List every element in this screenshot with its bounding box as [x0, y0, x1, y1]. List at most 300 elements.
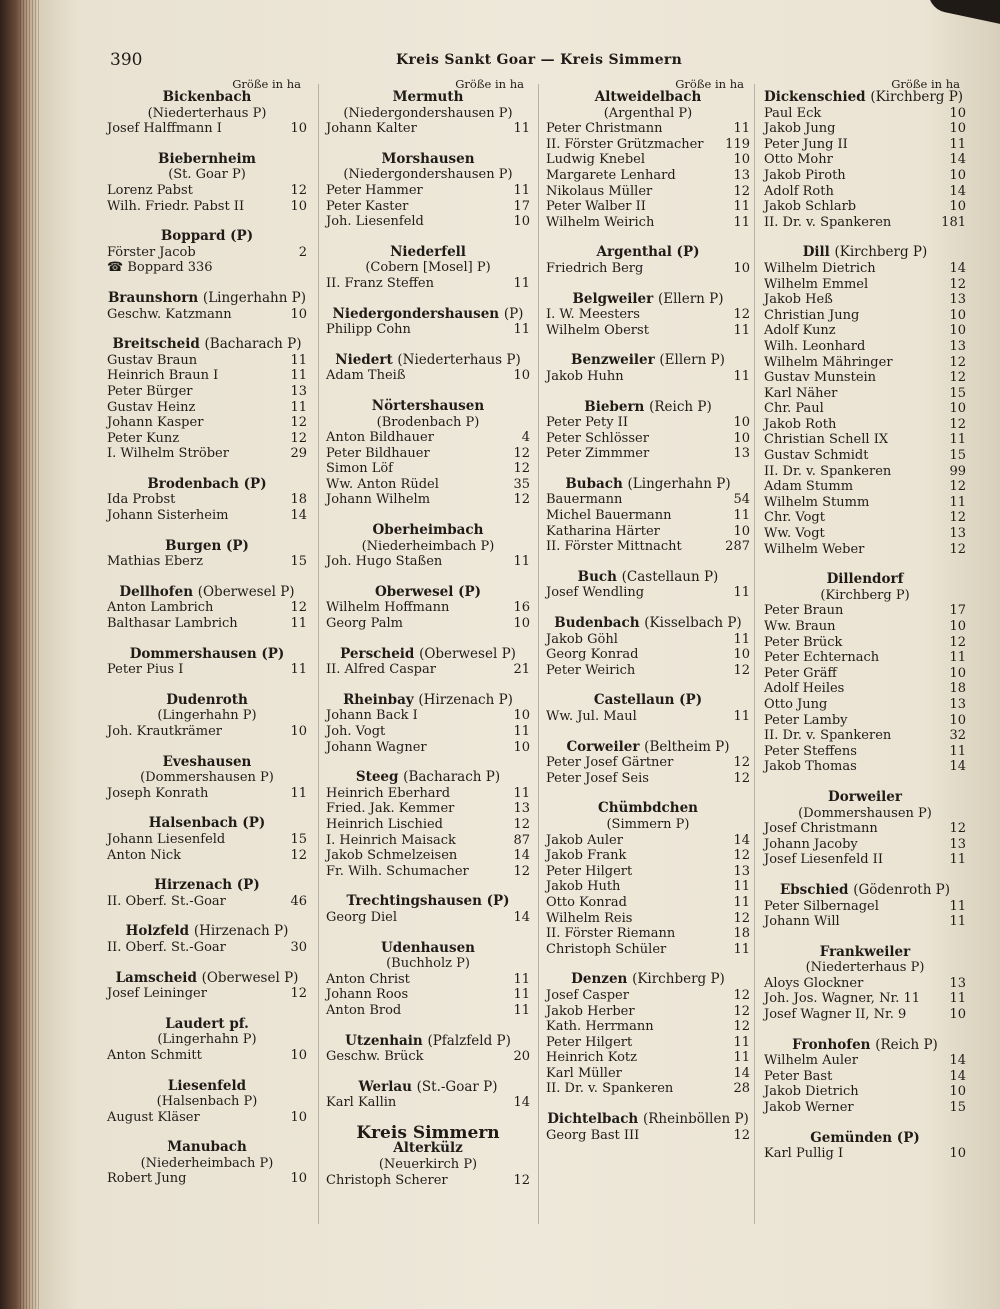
place-entry: [107, 1140, 307, 1187]
post-office: (Ellern P): [659, 352, 725, 369]
area-ha: 11: [949, 432, 966, 448]
post-office: (Halsenbach P): [156, 1094, 258, 1110]
owner-name: Adolf Roth: [764, 183, 834, 199]
owner-row: [546, 184, 750, 200]
area-ha: 18: [733, 926, 750, 942]
area-ha: 11: [733, 1034, 750, 1050]
place-name: [326, 1080, 530, 1096]
place-name: [546, 972, 750, 988]
area-ha: 10: [733, 523, 750, 539]
place-title: Morshausen: [381, 150, 475, 167]
owner-name: Ludwig Knebel: [546, 152, 646, 168]
owner-name: Christian Schell IX: [764, 432, 889, 448]
place-entry: [326, 1141, 530, 1188]
place-title: Utzenhain: [345, 1032, 423, 1049]
area-ha: 12: [733, 662, 750, 678]
column-divider: [538, 84, 539, 1224]
post-office: (Bacharach P): [403, 769, 501, 786]
owner-row: [764, 510, 966, 526]
place-name: [107, 539, 307, 555]
owner-row: [546, 215, 750, 231]
area-ha: 4: [521, 430, 530, 446]
area-ha: 10: [949, 307, 966, 323]
owner-row: [107, 199, 307, 215]
owner-row: [546, 446, 750, 462]
owner-name: Georg Konrad: [546, 647, 639, 663]
owner-row: [546, 369, 750, 385]
area-ha: 13: [733, 446, 750, 462]
owner-row: [764, 323, 966, 339]
owner-row: [326, 708, 530, 724]
owner-name: Johann Sisterheim: [107, 508, 229, 524]
owner-row: [326, 972, 530, 988]
area-ha: 35: [513, 476, 530, 492]
area-ha: 11: [733, 214, 750, 230]
area-ha: 12: [513, 1172, 530, 1188]
page-corner-shadow: [925, 0, 1000, 31]
area-ha: 10: [949, 712, 966, 728]
owner-name: Jakob Thomas: [764, 759, 857, 775]
owner-name: Adam Stumm: [764, 479, 854, 495]
area-ha: 14: [949, 1068, 966, 1084]
area-ha: 12: [733, 307, 750, 323]
owner-name: Anton Christ: [326, 971, 410, 987]
place-name: [107, 90, 307, 106]
place-title: Lamscheid: [115, 969, 197, 986]
owner-row: [546, 1004, 750, 1020]
post-office: (Lingerhahn P): [157, 708, 257, 724]
owner-row: [546, 1050, 750, 1066]
place-entry: [764, 1038, 966, 1116]
place-entry: [764, 90, 966, 230]
owner-row: [326, 786, 530, 802]
place-title: Holzfeld: [125, 923, 190, 940]
owner-name: Fried. Jak. Kemmer: [326, 801, 455, 817]
area-ha: 11: [513, 322, 530, 338]
owner-row: [326, 864, 530, 880]
area-ha: 11: [733, 368, 750, 384]
place-entry: [326, 353, 530, 384]
place-name: [107, 1140, 307, 1156]
owner-name: Peter Jung II: [764, 136, 848, 152]
area-ha: 10: [949, 105, 966, 121]
owner-row: [326, 616, 530, 632]
area-ha: 12: [513, 816, 530, 832]
owner-name: Jakob Jung: [764, 121, 836, 137]
place-name: [764, 90, 966, 106]
owner-row: [546, 911, 750, 927]
post-office: (Simmern P): [606, 816, 690, 832]
post-office: (Kirchberg P): [820, 587, 910, 603]
area-ha: 12: [513, 445, 530, 461]
owner-row: [546, 895, 750, 911]
place-title: Dichtelbach: [547, 1111, 639, 1128]
owner-row: [326, 1173, 530, 1189]
area-ha: 12: [513, 492, 530, 508]
owner-name: II. Dr. v. Spankeren: [764, 728, 892, 744]
place-title: Dommershausen (P): [129, 645, 285, 662]
size-column-header: Größe in ha: [232, 77, 301, 91]
place-name: [107, 477, 307, 493]
place-name: [326, 353, 530, 369]
area-ha: 10: [949, 1084, 966, 1100]
owner-row: [764, 899, 966, 915]
owner-name: Ww. Anton Rüdel: [326, 476, 439, 492]
area-ha: 10: [949, 665, 966, 681]
place-name: [326, 152, 530, 168]
owner-row: [326, 199, 530, 215]
owner-row: [107, 245, 307, 261]
area-ha: 10: [513, 708, 530, 724]
owner-name: I. W. Meesters: [546, 307, 640, 323]
owner-name: Kath. Herrmann: [546, 1019, 654, 1035]
area-ha: 14: [290, 508, 307, 524]
area-ha: 12: [949, 821, 966, 837]
area-ha: 13: [733, 167, 750, 183]
area-ha: 12: [949, 510, 966, 526]
owner-row: [764, 184, 966, 200]
place-entry: [326, 1034, 530, 1065]
owner-row: [326, 554, 530, 570]
post-office: (Oberwesel P): [197, 583, 295, 600]
place-name: [326, 585, 530, 601]
place-name: [764, 790, 966, 806]
owner-name: Joh. Hugo Staßen: [326, 554, 443, 570]
area-ha: 287: [725, 539, 750, 555]
owner-name: Heinrich Eberhard: [326, 785, 451, 801]
owner-name: Wilhelm Emmel: [764, 276, 869, 292]
area-ha: 10: [949, 121, 966, 137]
owner-row: [764, 152, 966, 168]
owner-row: [107, 1048, 307, 1064]
post-office: (Niederheimbach P): [140, 1155, 274, 1171]
place-entry: [326, 1080, 530, 1111]
owner-name: Wilh. Leonhard: [764, 338, 866, 354]
place-name: [546, 740, 750, 756]
place-name: [764, 572, 966, 588]
owner-name: Peter Echternach: [764, 650, 880, 666]
place-title: Denzen: [571, 971, 628, 988]
place-entry: [107, 755, 307, 802]
area-ha: 14: [949, 260, 966, 276]
area-ha: 11: [733, 121, 750, 137]
owner-name: II. Alfred Caspar: [326, 662, 436, 678]
place-entry: [107, 693, 307, 740]
place-name: [107, 924, 307, 940]
place-title: Nörtershausen: [371, 397, 485, 414]
area-ha: 30: [290, 939, 307, 955]
place-title: Breitscheid: [112, 336, 200, 353]
place-name: [546, 90, 750, 106]
area-ha: 18: [290, 492, 307, 508]
area-ha: 14: [949, 183, 966, 199]
place-entry: [764, 790, 966, 868]
owner-name: Peter Hilgert: [546, 863, 633, 879]
place-name: [546, 1112, 750, 1128]
column-3: [546, 78, 750, 1158]
owner-name: Jakob Auler: [546, 832, 623, 848]
place-entry: [107, 291, 307, 322]
place-title: Buch: [577, 568, 617, 585]
area-ha: 14: [513, 1095, 530, 1111]
owner-name: Jakob Frank: [546, 848, 627, 864]
owner-row: [326, 662, 530, 678]
post-office: (Niederterhaus P): [397, 351, 521, 368]
area-ha: 11: [290, 352, 307, 368]
owner-row: [546, 508, 750, 524]
place-entry: [764, 572, 966, 775]
owner-name: Josef Wendling: [546, 585, 645, 601]
place-title: Frankweiler: [819, 943, 911, 960]
owner-row: [764, 728, 966, 744]
area-ha: 15: [290, 554, 307, 570]
owner-name: Christian Jung: [764, 307, 860, 323]
owner-row: [764, 308, 966, 324]
owner-row: [326, 461, 530, 477]
owner-name: II. Förster Riemann: [546, 926, 676, 942]
owner-row: [546, 1128, 750, 1144]
area-ha: 28: [733, 1081, 750, 1097]
place-title: Steeg: [355, 769, 399, 786]
owner-name: Peter Zimmmer: [546, 446, 650, 462]
place-entry: [326, 770, 530, 879]
owner-row: [764, 432, 966, 448]
place-title: Dillendorf: [826, 571, 904, 588]
owner-name: Georg Bast III: [546, 1127, 640, 1143]
area-ha: 14: [513, 848, 530, 864]
column-4: [764, 78, 966, 1177]
owner-name: Philipp Cohn: [326, 322, 411, 338]
owner-row: [764, 121, 966, 137]
area-ha: 14: [733, 1065, 750, 1081]
owner-row: [764, 681, 966, 697]
place-title: Niedert: [335, 351, 393, 368]
place-title: Ebschied: [779, 881, 849, 898]
owner-row: [546, 121, 750, 137]
place-entry: [107, 1079, 307, 1126]
place-title: Braunshorn: [107, 289, 199, 306]
area-ha: 12: [733, 183, 750, 199]
owner-row: [107, 307, 307, 323]
place-entry: [107, 816, 307, 863]
place-name: [326, 770, 530, 786]
place-title: Oberwesel (P): [374, 583, 482, 600]
owner-name: Jakob Huhn: [546, 368, 624, 384]
area-ha: 11: [949, 898, 966, 914]
area-ha: 12: [949, 541, 966, 557]
owner-name: Jakob Roth: [764, 416, 837, 432]
owner-name: Georg Diel: [326, 909, 398, 925]
place-name: [326, 307, 530, 323]
owner-row: [107, 508, 307, 524]
owner-row: [764, 914, 966, 930]
owner-row: [546, 307, 750, 323]
owner-row: [107, 384, 307, 400]
area-ha: 11: [949, 852, 966, 868]
owner-row: [764, 697, 966, 713]
owner-row: [107, 368, 307, 384]
district-heading: Kreis Simmern: [356, 1122, 500, 1143]
owner-row: [546, 585, 750, 601]
place-title: Boppard (P): [160, 228, 254, 245]
post-office: (Bacharach P): [204, 336, 302, 353]
owner-name: Georg Palm: [326, 616, 403, 632]
owner-name: II. Oberf. St.-Goar: [107, 939, 226, 955]
owner-row: [764, 650, 966, 666]
place-title: Biebern: [584, 398, 645, 415]
place-entry: [546, 245, 750, 276]
owner-name: Nikolaus Müller: [546, 183, 653, 199]
owner-name: Margarete Lenhard: [546, 167, 676, 183]
area-ha: 87: [513, 832, 530, 848]
owner-row: [107, 446, 307, 462]
post-office: (St. Goar P): [168, 167, 246, 183]
owner-name: Peter Pius I: [107, 662, 184, 678]
place-name: [326, 647, 530, 663]
post-office: (Lingerhahn P): [157, 1032, 257, 1048]
place-entry: [107, 924, 307, 955]
owner-row: [764, 339, 966, 355]
post-office: (Rheinböllen P): [642, 1111, 749, 1128]
place-title: Alterkülz: [393, 1140, 463, 1157]
owner-row: [764, 744, 966, 760]
owner-row: [107, 1110, 307, 1126]
owner-name: Jakob Herber: [546, 1003, 635, 1019]
post-office: (Buchholz P): [386, 956, 470, 972]
owner-name: Johann Wilhelm: [326, 492, 431, 508]
owner-row: [764, 526, 966, 542]
owner-name: Jakob Göhl: [546, 631, 618, 647]
owner-row: [546, 833, 750, 849]
owner-name: Fr. Wilh. Schumacher: [326, 863, 469, 879]
owner-row: [107, 183, 307, 199]
page-header: [40, 48, 1000, 72]
owner-row: [107, 848, 307, 864]
owner-row: [107, 894, 307, 910]
post-office: (P): [503, 305, 524, 322]
owner-name: Peter Silbernagel: [764, 898, 879, 914]
place-name: [326, 1141, 530, 1157]
owner-row: [546, 1066, 750, 1082]
area-ha: 11: [733, 941, 750, 957]
area-ha: 11: [949, 494, 966, 510]
column-divider: [754, 84, 755, 1224]
place-name: [107, 971, 307, 987]
owner-name: Adolf Heiles: [764, 681, 845, 697]
post-office: (Oberwesel P): [201, 969, 299, 986]
place-title: Gemünden (P): [810, 1129, 920, 1146]
place-title: Dudenroth: [166, 691, 248, 708]
area-ha: 12: [949, 479, 966, 495]
area-ha: 12: [949, 416, 966, 432]
owner-name: Jakob Werner: [764, 1100, 854, 1116]
owner-row: [764, 635, 966, 651]
owner-row: [764, 1146, 966, 1162]
place-title: Perscheid: [340, 645, 415, 662]
place-title: Manubach: [167, 1139, 247, 1156]
owner-name: II. Oberf. St.-Goar: [107, 893, 226, 909]
place-title: Niedergondershausen: [332, 305, 500, 322]
place-name: [107, 647, 307, 663]
owner-row: [764, 852, 966, 868]
post-office: (St.-Goar P): [416, 1078, 498, 1095]
area-ha: 10: [949, 167, 966, 183]
owner-row: [764, 1053, 966, 1069]
owner-row: [326, 1049, 530, 1065]
owner-row: [764, 1007, 966, 1023]
owner-row: [764, 1069, 966, 1085]
place-entry: [107, 539, 307, 570]
area-ha: 11: [290, 662, 307, 678]
column-divider: [318, 84, 319, 1224]
owner-row: [326, 214, 530, 230]
place-name: [546, 616, 750, 632]
area-ha: 119: [725, 136, 750, 152]
owner-row: [546, 709, 750, 725]
owner-name: Joseph Konrath: [107, 785, 209, 801]
place-name: [107, 337, 307, 353]
area-ha: 14: [513, 909, 530, 925]
area-ha: 12: [513, 863, 530, 879]
owner-row: [326, 121, 530, 137]
place-entry: [546, 1112, 750, 1143]
area-ha: 2: [298, 244, 307, 260]
place-title: Biebernheim: [158, 150, 256, 167]
owner-row: [546, 926, 750, 942]
post-office: (Cobern [Mosel] P): [365, 260, 491, 276]
area-ha: 11: [513, 182, 530, 198]
owner-name: Peter Bürger: [107, 383, 193, 399]
place-name: [326, 90, 530, 106]
place-entry: [326, 647, 530, 678]
area-ha: 10: [949, 1146, 966, 1162]
owner-row: [107, 600, 307, 616]
place-entry: [546, 90, 750, 230]
owner-row: [326, 600, 530, 616]
post-office: (Castellaun P): [621, 568, 719, 585]
post-office: (Dommershausen P): [798, 805, 932, 821]
place-name: [546, 292, 750, 308]
area-ha: 13: [513, 801, 530, 817]
area-ha: 10: [513, 616, 530, 632]
owner-name: Peter Bast: [764, 1068, 833, 1084]
area-ha: 13: [949, 975, 966, 991]
post-office: (Gödenroth P): [853, 881, 951, 898]
owner-row: [764, 837, 966, 853]
area-ha: 15: [949, 448, 966, 464]
place-name: [764, 245, 966, 261]
place-entry: [546, 972, 750, 1097]
area-ha: 12: [949, 276, 966, 292]
owner-name: Peter Hammer: [326, 182, 423, 198]
owner-name: Ww. Jul. Maul: [546, 709, 637, 724]
place-entry: [764, 883, 966, 930]
owner-row: [764, 479, 966, 495]
area-ha: 12: [733, 987, 750, 1003]
place-entry: [546, 801, 750, 957]
owner-row: [546, 663, 750, 679]
owner-row: [326, 801, 530, 817]
area-ha: 11: [733, 1050, 750, 1066]
area-ha: 16: [513, 600, 530, 616]
owner-name: Wilhelm Weirich: [546, 214, 655, 230]
owner-name: Robert Jung: [107, 1171, 187, 1187]
area-ha: 10: [513, 739, 530, 755]
running-title: Kreis Sankt Goar — Kreis Simmern: [396, 52, 683, 68]
post-office: (Reich P): [649, 398, 712, 415]
owner-name: Jakob Piroth: [764, 167, 846, 183]
place-title: Corweiler: [566, 738, 640, 755]
